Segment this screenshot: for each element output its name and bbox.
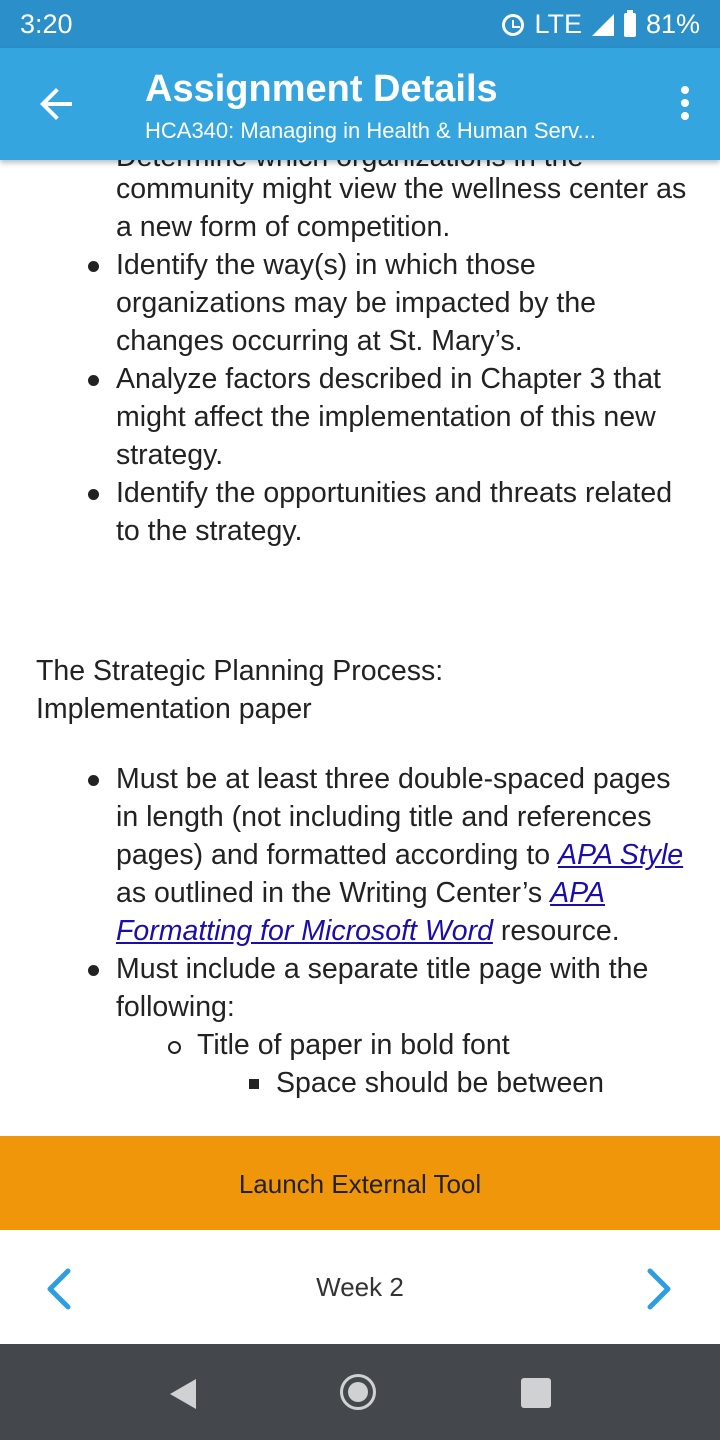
list-item: community might view the wellness center as a new form of competition.	[116, 173, 687, 243]
week-label: Week 2	[316, 1272, 404, 1302]
system-back-icon[interactable]	[170, 1379, 196, 1409]
system-navigation-bar	[0, 1344, 720, 1440]
battery-level: 81%	[645, 9, 700, 39]
paper-requirements-list	[0, 760, 690, 1102]
battery-icon	[624, 13, 636, 37]
apa-style-link[interactable]: APA Style	[558, 839, 684, 871]
alarm-icon	[502, 14, 524, 36]
launch-external-tool-button[interactable]: Launch External Tool	[0, 1136, 720, 1230]
status-icons	[492, 9, 700, 40]
list-item: Must include a separate title page with the following:	[0, 950, 690, 1026]
list-item	[0, 760, 690, 950]
sub-list-item: Title of paper in bold font	[0, 1026, 690, 1064]
sub-sub-list-item: Space should be between	[0, 1064, 690, 1102]
list-item: Identify the way(s) in which those organizations may be impacted by the changes occurring at St. Mary’s.	[0, 246, 690, 360]
item-text: as outlined in the Writing Center’s	[116, 877, 551, 909]
assignment-content[interactable]	[0, 160, 720, 1136]
apa-formatting-link[interactable]: APA Formatting for Microsoft Word	[116, 877, 605, 947]
system-home-icon[interactable]	[340, 1374, 376, 1410]
signal-icon	[592, 14, 614, 36]
week-navigation	[0, 1230, 720, 1344]
app-bar	[0, 48, 720, 160]
system-recents-icon[interactable]	[521, 1378, 551, 1408]
list-item: Identify the opportunities and threats related to the strategy.	[0, 474, 690, 550]
page-title: Assignment Details	[145, 68, 498, 110]
item-text: resource.	[492, 915, 620, 947]
requirements-list	[0, 170, 690, 550]
chevron-right-icon[interactable]	[640, 1268, 678, 1310]
arrow-left-icon[interactable]	[32, 80, 80, 128]
status-bar	[0, 0, 720, 48]
list-item: Analyze factors described in Chapter 3 that might affect the implementation of this new strategy.	[0, 360, 690, 474]
section-heading: The Strategic Planning Process: Implementation paper	[36, 655, 444, 725]
network-label: LTE	[534, 9, 582, 39]
item-text: Must be at least three double-spaced pages in length (not including title and references pages) and formatted according to	[116, 763, 671, 871]
status-time: 3:20	[20, 9, 73, 39]
course-subtitle: HCA340: Managing in Health & Human Serv...	[145, 118, 596, 143]
more-vert-icon[interactable]	[680, 86, 690, 126]
